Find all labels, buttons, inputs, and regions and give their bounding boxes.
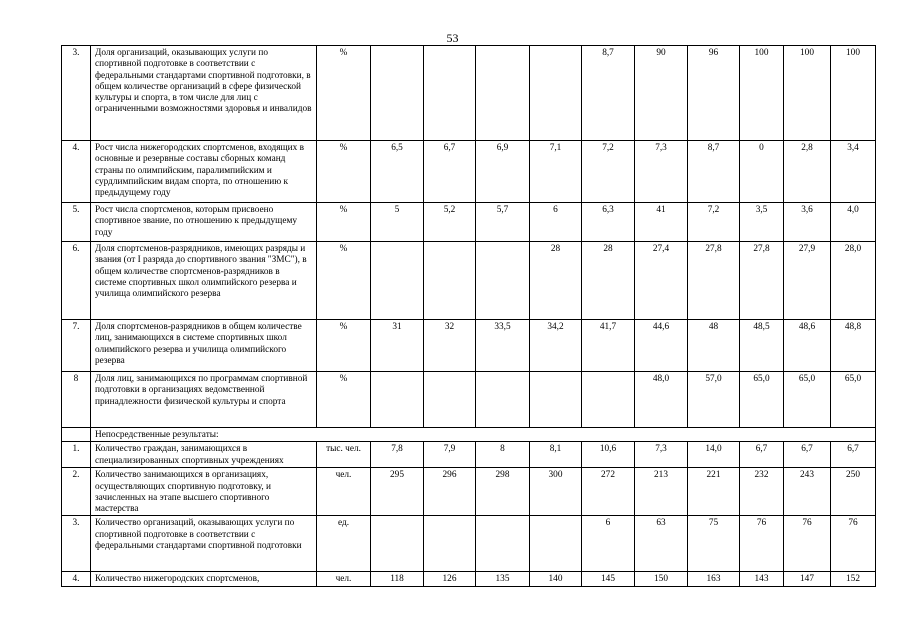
value-cell: [476, 372, 530, 428]
value-cell: 27,8: [688, 242, 740, 320]
row-number: 4.: [62, 141, 91, 203]
page-number: 53: [446, 31, 459, 45]
value-cell: 8,7: [688, 141, 740, 203]
value-cell: 96: [688, 46, 740, 141]
value-cell: 28: [530, 242, 582, 320]
row-number: 1.: [62, 442, 91, 468]
value-cell: 28,0: [831, 242, 876, 320]
value-cell: 135: [476, 572, 530, 587]
indicator-name: Количество нижегородских спортсменов,: [91, 572, 317, 587]
value-cell: 140: [530, 572, 582, 587]
value-cell: 41,7: [582, 320, 635, 372]
value-cell: 41: [635, 203, 688, 242]
value-cell: 213: [635, 468, 688, 516]
value-cell: [476, 516, 530, 572]
value-cell: 65,0: [740, 372, 784, 428]
value-cell: 232: [740, 468, 784, 516]
value-cell: 44,6: [635, 320, 688, 372]
row-number: 8: [62, 372, 91, 428]
table-row: [62, 141, 876, 203]
value-cell: 0: [740, 141, 784, 203]
value-cell: 300: [530, 468, 582, 516]
value-cell: 5: [371, 203, 424, 242]
value-cell: 48,5: [740, 320, 784, 372]
value-cell: [582, 372, 635, 428]
value-cell: 6: [530, 203, 582, 242]
value-cell: 243: [784, 468, 831, 516]
value-cell: 3,5: [740, 203, 784, 242]
value-cell: 48,0: [635, 372, 688, 428]
value-cell: [371, 46, 424, 141]
table-body: [62, 46, 876, 587]
table-row: [62, 203, 876, 242]
value-cell: 250: [831, 468, 876, 516]
row-number: 5.: [62, 203, 91, 242]
value-cell: 145: [582, 572, 635, 587]
value-cell: 295: [371, 468, 424, 516]
row-number: 2.: [62, 468, 91, 516]
table-row: [62, 468, 876, 516]
value-cell: 147: [784, 572, 831, 587]
indicator-name: Количество занимающихся в организациях, осуществляющих спортивную подготовку, и зачисленных на этапе высшего спортивного мастерства: [91, 468, 317, 516]
value-cell: 163: [688, 572, 740, 587]
value-cell: 100: [740, 46, 784, 141]
value-cell: 150: [635, 572, 688, 587]
value-cell: 126: [424, 572, 476, 587]
value-cell: 14,0: [688, 442, 740, 468]
value-cell: 27,8: [740, 242, 784, 320]
indicators-table: [61, 45, 876, 587]
unit-cell: чел.: [317, 468, 371, 516]
value-cell: [424, 46, 476, 141]
value-cell: 7,3: [635, 442, 688, 468]
value-cell: 76: [831, 516, 876, 572]
value-cell: 27,4: [635, 242, 688, 320]
value-cell: [530, 372, 582, 428]
value-cell: 6,7: [740, 442, 784, 468]
value-cell: [530, 46, 582, 141]
value-cell: 272: [582, 468, 635, 516]
value-cell: 6,7: [831, 442, 876, 468]
value-cell: 48: [688, 320, 740, 372]
value-cell: [424, 242, 476, 320]
value-cell: 7,1: [530, 141, 582, 203]
value-cell: 5,7: [476, 203, 530, 242]
section-title: Непосредственные результаты:: [91, 428, 876, 442]
unit-cell: тыс. чел.: [317, 442, 371, 468]
value-cell: 2,8: [784, 141, 831, 203]
value-cell: 32: [424, 320, 476, 372]
value-cell: 90: [635, 46, 688, 141]
table-row: [62, 572, 876, 587]
value-cell: 34,2: [530, 320, 582, 372]
value-cell: 65,0: [831, 372, 876, 428]
unit-cell: чел.: [317, 572, 371, 587]
value-cell: 100: [831, 46, 876, 141]
table-row: [62, 442, 876, 468]
value-cell: 48,8: [831, 320, 876, 372]
value-cell: 57,0: [688, 372, 740, 428]
value-cell: [424, 516, 476, 572]
value-cell: 221: [688, 468, 740, 516]
unit-cell: %: [317, 320, 371, 372]
unit-cell: %: [317, 141, 371, 203]
value-cell: 6,7: [784, 442, 831, 468]
indicator-name: Доля организаций, оказывающих услуги по спортивной подготовке в соответствии с федеральными стандартами спортивной подготовки, в общем количестве организаций в сфере физической культуры и спорта, в том числе для лиц с ограниченными возможностями здоровья и инвалидов: [91, 46, 317, 141]
value-cell: 3,4: [831, 141, 876, 203]
indicator-name: Доля спортсменов-разрядников в общем количестве лиц, занимающихся в системе спортивных школ олимпийского резерва и училища олимпийского резерва: [91, 320, 317, 372]
indicator-name: Доля спортсменов-разрядников, имеющих разряды и звания (от I разряда до спортивного звания "ЗМС"), в общем количестве спортсменов-разрядников в системе спортивных школ олимпийского резерва и училища олимпийского резерва: [91, 242, 317, 320]
section-row: [62, 428, 876, 442]
unit-cell: %: [317, 46, 371, 141]
value-cell: 7,2: [688, 203, 740, 242]
value-cell: 5,2: [424, 203, 476, 242]
table-row: [62, 372, 876, 428]
value-cell: 152: [831, 572, 876, 587]
row-number: 4.: [62, 572, 91, 587]
value-cell: 7,2: [582, 141, 635, 203]
value-cell: 118: [371, 572, 424, 587]
value-cell: 27,9: [784, 242, 831, 320]
value-cell: 296: [424, 468, 476, 516]
row-number: 3.: [62, 46, 91, 141]
value-cell: 75: [688, 516, 740, 572]
value-cell: 6: [582, 516, 635, 572]
table-row: [62, 46, 876, 141]
value-cell: [476, 242, 530, 320]
row-number: 7.: [62, 320, 91, 372]
value-cell: 31: [371, 320, 424, 372]
unit-cell: %: [317, 242, 371, 320]
unit-cell: ед.: [317, 516, 371, 572]
value-cell: [476, 46, 530, 141]
value-cell: 33,5: [476, 320, 530, 372]
unit-cell: %: [317, 203, 371, 242]
value-cell: [530, 516, 582, 572]
indicator-name: Рост числа нижегородских спортсменов, входящих в основные и резервные составы сборных команд страны по олимпийским, паралимпийским и сурдлимпийским видам спорта, по отношению к предыдущему году: [91, 141, 317, 203]
value-cell: 143: [740, 572, 784, 587]
indicator-name: Рост числа спортсменов, которым присвоено спортивное звание, по отношению к предыдущему году: [91, 203, 317, 242]
value-cell: 7,3: [635, 141, 688, 203]
value-cell: 100: [784, 46, 831, 141]
table-row: [62, 516, 876, 572]
value-cell: [424, 372, 476, 428]
value-cell: 28: [582, 242, 635, 320]
indicator-name: Доля лиц, занимающихся по программам спортивной подготовки в организациях ведомственной принадлежности физической культуры и спорта: [91, 372, 317, 428]
section-number-cell: [62, 428, 91, 442]
value-cell: 6,5: [371, 141, 424, 203]
value-cell: [371, 516, 424, 572]
value-cell: 6,3: [582, 203, 635, 242]
indicator-name: Количество организаций, оказывающих услуги по спортивной подготовке в соответствии с федеральными стандартами спортивной подготовки: [91, 516, 317, 572]
table-row: [62, 320, 876, 372]
value-cell: 8,7: [582, 46, 635, 141]
value-cell: 63: [635, 516, 688, 572]
value-cell: 8: [476, 442, 530, 468]
row-number: 3.: [62, 516, 91, 572]
value-cell: 3,6: [784, 203, 831, 242]
value-cell: 4,0: [831, 203, 876, 242]
value-cell: [371, 242, 424, 320]
value-cell: 10,6: [582, 442, 635, 468]
value-cell: 65,0: [784, 372, 831, 428]
value-cell: 6,9: [476, 141, 530, 203]
value-cell: 8,1: [530, 442, 582, 468]
value-cell: 76: [740, 516, 784, 572]
indicator-name: Количество граждан, занимающихся в специализированных спортивных учреждениях: [91, 442, 317, 468]
value-cell: 6,7: [424, 141, 476, 203]
value-cell: [371, 372, 424, 428]
table-row: [62, 242, 876, 320]
value-cell: 7,8: [371, 442, 424, 468]
value-cell: 298: [476, 468, 530, 516]
row-number: 6.: [62, 242, 91, 320]
value-cell: 7,9: [424, 442, 476, 468]
unit-cell: %: [317, 372, 371, 428]
value-cell: 76: [784, 516, 831, 572]
value-cell: 48,6: [784, 320, 831, 372]
